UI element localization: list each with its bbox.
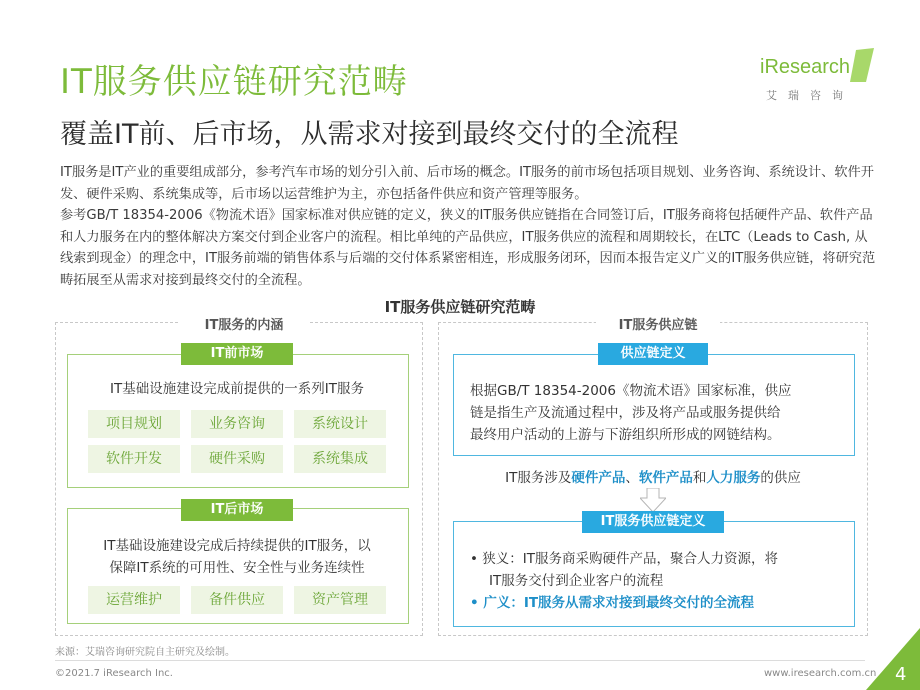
footer-url: www.iresearch.com.cn [764, 668, 877, 679]
involves-and: 和 [692, 470, 707, 486]
right-section-label: IT服务供应链 [596, 314, 720, 333]
it-service-involves [453, 467, 853, 489]
source-note: 来源：艾瑞咨询研究院自主研究及绘制。 [55, 647, 235, 658]
involves-prefix: IT服务涉及 [505, 470, 572, 486]
it-scm-narrow-line1: • 狭义：IT服务商采购硬件产品，聚合人力资源，将 [470, 551, 778, 567]
intro-paragraph-2: 参考GB/T 18354-2006《物流术语》国家标准对供应链的定义，狭义的IT服务供应链指在合同签订后，IT服务商将包括硬件产品、软件产品和人力服务在内的整体解决方案交付到企业客户的流程。相比单纯的产品供应，IT服务供应的流程和周期较长，在LTC（Leads to Cash, 从线索到现金）的理念中，IT服务前端的销售体系与后端的交付体系紧密相连，形成服务闭环，因而本报告定义广义的IT服务供应链，将研究范畴拓展至从需求对接到最终交付的全流程。 [60, 208, 876, 288]
supply-chain-def-line1: 根据GB/T 18354-2006《物流术语》国家标准，供应 [470, 383, 792, 399]
footer-divider [55, 660, 865, 661]
logo-name: iResearch [760, 56, 851, 78]
back-market-tag: IT后市场 [181, 499, 293, 521]
intro-text [60, 162, 880, 291]
it-scm-broad: • 广义：IT服务从需求对接到最终交付的全流程 [470, 595, 755, 611]
front-item-consulting: 业务咨询 [191, 410, 283, 438]
page-title: IT服务供应链研究范畴 [60, 62, 408, 102]
page-subtitle: 覆盖IT前、后市场，从需求对接到最终交付的全流程 [60, 119, 679, 150]
involves-human: 人力服务 [706, 470, 761, 486]
page-number: 4 [895, 664, 907, 685]
logo-cn: 艾瑞咨询 [766, 89, 854, 102]
back-market-desc-line1: IT基础设施建设完成后持续提供的IT服务，以 [103, 538, 371, 554]
supply-chain-def-line2: 链是指生产及流通过程中，涉及将产品或服务提供给 [470, 405, 781, 421]
front-item-system-design: 系统设计 [294, 410, 386, 438]
down-arrow-icon [640, 488, 666, 512]
it-scm-narrow-line2: IT服务交付到企业客户的流程 [489, 573, 664, 589]
front-item-software-dev: 软件开发 [88, 445, 180, 473]
front-market-desc: IT基础设施建设完成前提供的一系列IT服务 [110, 381, 364, 397]
supply-chain-def-line3: 最终用户活动的上游与下游组织所形成的网链结构。 [470, 427, 781, 443]
involves-sep: 、 [625, 470, 639, 486]
involves-software: 软件产品 [638, 470, 693, 486]
supply-chain-def-tag: 供应链定义 [598, 343, 708, 365]
left-section-label: IT服务的内涵 [178, 314, 310, 333]
it-scm-def-tag: IT服务供应链定义 [582, 511, 724, 533]
involves-suffix: 的供应 [760, 470, 801, 486]
front-market-tag: IT前市场 [181, 343, 293, 365]
back-market-desc-line2: 保障IT系统的可用性、安全性与业务连续性 [109, 560, 365, 576]
iresearch-logo [760, 48, 880, 108]
copyright: ©2021.7 iResearch Inc. [55, 668, 173, 679]
involves-hardware: 硬件产品 [571, 470, 626, 486]
front-item-project-planning: 项目规划 [88, 410, 180, 438]
page-corner-icon [866, 628, 920, 690]
front-item-system-integration: 系统集成 [294, 445, 386, 473]
front-item-hardware-purchase: 硬件采购 [191, 445, 283, 473]
back-item-operations: 运营维护 [88, 586, 180, 614]
intro-paragraph-1: IT服务是IT产业的重要组成部分，参考汽车市场的划分引入前、后市场的概念。IT服务的前市场包括项目规划、业务咨询、系统设计、软件开发、硬件采购、系统集成等，后市场以运营维护为主，亦包括备件供应和资产管理等服务。 [60, 165, 874, 202]
diagram-title: IT服务供应链研究范畴 [384, 298, 536, 316]
back-item-spare-parts: 备件供应 [191, 586, 283, 614]
back-item-asset-management: 资产管理 [294, 586, 386, 614]
